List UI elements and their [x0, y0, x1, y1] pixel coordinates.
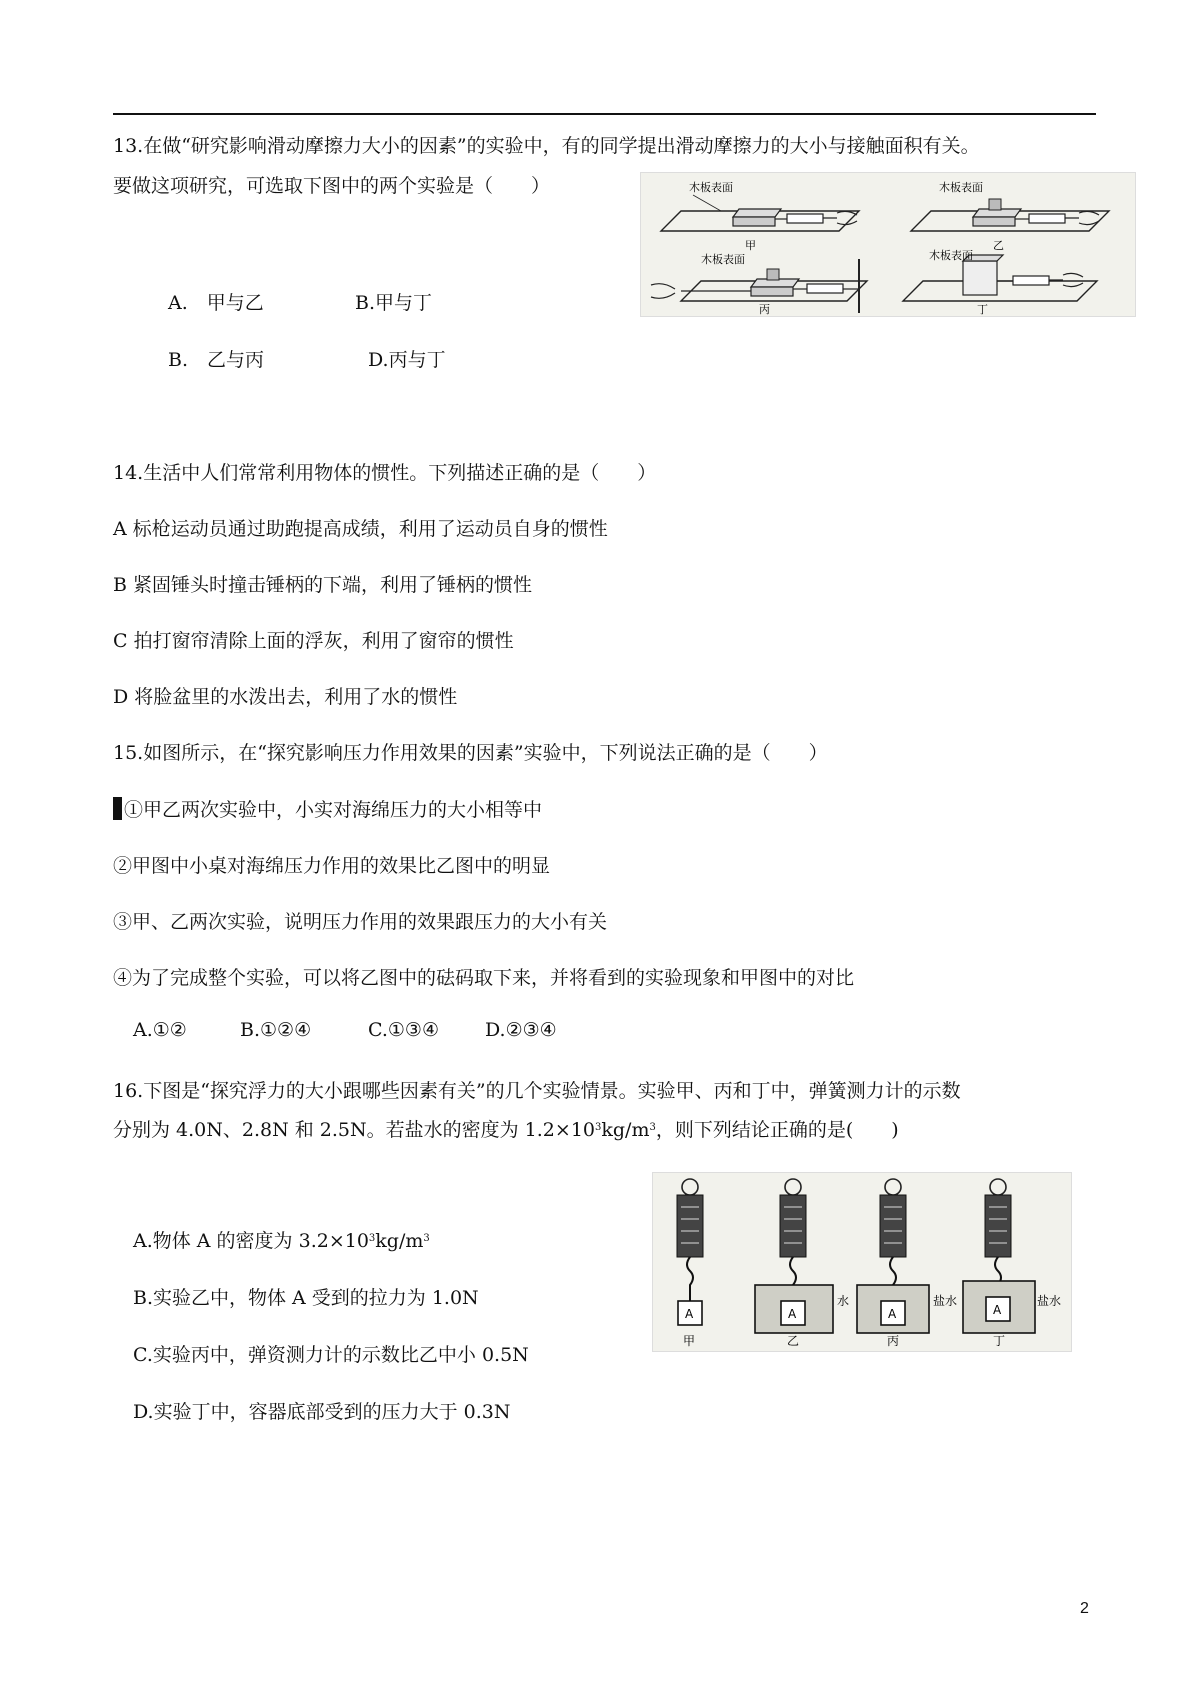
- q15-statement-4: ④为了完成整个实验，可以将乙图中的砝码取下来，并将看到的实验现象和甲图中的对比: [113, 967, 855, 989]
- q16-stem-line2: [113, 1115, 899, 1142]
- spring-scale-bing: [857, 1179, 957, 1348]
- q16-option-a: [133, 1226, 430, 1253]
- black-marker-block: [113, 797, 122, 820]
- q16-option-c: C.实验丙中，弹资测力计的示数比乙中小 0.5N: [133, 1344, 529, 1366]
- friction-setup-yi: [911, 180, 1109, 252]
- fig13-surface-label-jia: 木板表面: [689, 181, 733, 194]
- fig16-liquid-label-ding: 盐水: [1037, 1294, 1062, 1308]
- q16-line2-part-a: 分别为 4.0N、2.8N 和 2.5N。若盐水的密度为 1.2×10: [113, 1119, 595, 1141]
- q13-option-d: D.丙与丁: [368, 349, 446, 371]
- fig16-caption-ding: 丁: [993, 1334, 1006, 1348]
- q16-line2-part-c: ，则下列结论正确的是( ): [655, 1119, 899, 1141]
- q16-line2-sup2: 3: [649, 1122, 656, 1133]
- fig13-surface-label-ding: 木板表面: [929, 249, 973, 262]
- q15-option-c: C.①③④: [368, 1019, 439, 1041]
- q16-optA-sup2: 3: [423, 1233, 430, 1244]
- q16-line2-sup: 3: [595, 1122, 602, 1133]
- q13-stem-line1: 13.在做“研究影响滑动摩擦力大小的因素”的实验中，有的同学提出滑动摩擦力的大小与接触面积有关。: [113, 135, 980, 157]
- fig13-surface-label-yi: 木板表面: [939, 181, 983, 194]
- q15-statement-1-text: ①甲乙两次实验中，小实对海绵压力的大小相等中: [124, 799, 543, 821]
- friction-setup-jia: [661, 180, 859, 252]
- fig13-surface-label-bing: 木板表面: [701, 253, 745, 266]
- header-rule: [113, 113, 1096, 115]
- q15-stem: 15.如图所示，在“探究影响压力作用效果的因素”实验中，下列说法正确的是（ ）: [113, 742, 828, 764]
- fig13-caption-jia: 甲: [745, 239, 756, 252]
- q16-optA-part-b: kg/m: [375, 1230, 424, 1252]
- q16-line2-part-b: kg/m: [601, 1119, 650, 1141]
- fig16-block-label-ding: A: [993, 1303, 1002, 1317]
- spring-scale-yi: [755, 1179, 849, 1348]
- fig16-caption-yi: 乙: [787, 1334, 800, 1348]
- spring-scale-ding: [963, 1179, 1061, 1348]
- q16-optA-sup: 3: [368, 1233, 376, 1244]
- q14-option-a: A 标枪运动员通过助跑提高成绩，利用了运动员自身的惯性: [113, 518, 608, 540]
- q13-stem-line2: 要做这项研究，可选取下图中的两个实验是（ ）: [113, 175, 551, 197]
- friction-setup-bing: [651, 252, 867, 316]
- friction-experiment-figure: [640, 172, 1136, 317]
- buoyancy-experiment-figure: [652, 1172, 1072, 1352]
- q15-statement-1: [113, 795, 542, 822]
- fig16-block-label-bing: A: [888, 1307, 897, 1321]
- q16-option-d: D.实验丁中，容器底部受到的压力大于 0.3N: [133, 1401, 511, 1423]
- fig13-caption-yi: 乙: [993, 239, 1004, 252]
- spring-scale-jia: [677, 1179, 703, 1348]
- q13-option-a: A. 甲与乙: [168, 292, 264, 314]
- q15-option-a: A.①②: [133, 1019, 187, 1041]
- fig16-liquid-label-bing: 盐水: [933, 1294, 958, 1308]
- q14-stem: 14.生活中人们常常利用物体的惯性。下列描述正确的是（ ）: [113, 462, 657, 484]
- fig13-caption-bing: 丙: [759, 303, 770, 316]
- q16-option-b: B.实验乙中，物体 A 受到的拉力为 1.0N: [133, 1287, 479, 1309]
- fig16-block-label-yi: A: [788, 1307, 797, 1321]
- q15-statement-3: ③甲、乙两次实验，说明压力作用的效果跟压力的大小有关: [113, 911, 608, 933]
- friction-setup-ding: [903, 248, 1097, 316]
- q13-option-b: B.甲与丁: [355, 292, 433, 314]
- q14-option-c: C 拍打窗帘清除上面的浮灰，利用了窗帘的惯性: [113, 630, 514, 652]
- fig16-caption-jia: 甲: [683, 1334, 696, 1348]
- page-number: 2: [1080, 1600, 1089, 1617]
- q13-option-c: B. 乙与丙: [168, 349, 265, 371]
- fig16-caption-bing: 丙: [887, 1334, 900, 1348]
- q15-option-b: B.①②④: [240, 1019, 312, 1041]
- q16-stem-line1: 16.下图是“探究浮力的大小跟哪些因素有关”的几个实验情景。实验甲、丙和丁中，弹簧测力计的示数: [113, 1080, 961, 1102]
- q16-optA-part-a: A.物体 A 的密度为 3.2×10: [133, 1230, 369, 1252]
- fig13-caption-ding: 丁: [977, 303, 988, 316]
- fig16-block-label-jia: A: [685, 1307, 694, 1321]
- q14-option-b: B 紧固锤头时撞击锤柄的下端，利用了锤柄的惯性: [113, 574, 533, 596]
- q14-option-d: D 将脸盆里的水泼出去，利用了水的惯性: [113, 686, 458, 708]
- q15-statement-2: ②甲图中小桌对海绵压力作用的效果比乙图中的明显: [113, 855, 551, 877]
- fig16-liquid-label-yi: 水: [837, 1294, 850, 1308]
- q15-option-d: D.②③④: [485, 1019, 557, 1041]
